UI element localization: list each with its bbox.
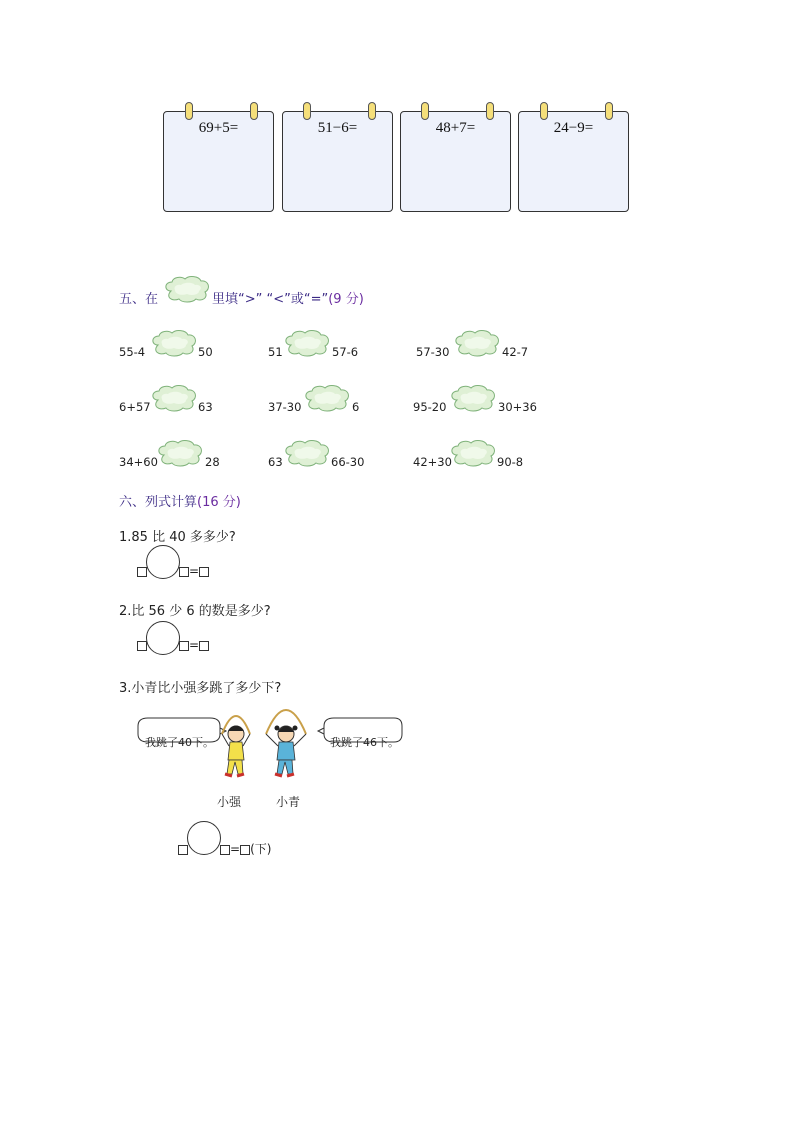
answer-box[interactable] <box>178 845 188 855</box>
operator-circle[interactable] <box>187 821 221 855</box>
child-name-right: 小青 <box>276 795 301 809</box>
card-expression: 48+7= <box>435 120 476 136</box>
section-6-title: 六、列式计算(16 分) <box>119 495 241 510</box>
section-5-title: 五、在 <box>119 292 159 307</box>
question-3: 3.小青比小强多跳了多少下? <box>119 681 282 696</box>
compare-left: 57-30 <box>416 345 450 359</box>
answer-box[interactable] <box>240 845 250 855</box>
compare-right: 30+36 <box>498 400 537 414</box>
cloud-input[interactable] <box>449 439 497 467</box>
compare-left: 37-30 <box>268 400 302 414</box>
answer-box[interactable] <box>179 641 189 651</box>
cloud-input[interactable] <box>453 329 501 357</box>
cloud-input[interactable] <box>283 439 331 467</box>
compare-right: 28 <box>205 455 220 469</box>
ring-icon <box>605 102 613 120</box>
cloud-input[interactable] <box>150 329 198 357</box>
operator-circle[interactable] <box>146 545 180 579</box>
card-expression: 51−6= <box>317 120 358 136</box>
calendar-card-3 <box>400 111 511 212</box>
unit-label: (下) <box>250 842 272 856</box>
cloud-input[interactable] <box>449 384 497 412</box>
card-expression: 24−9= <box>553 120 594 136</box>
ring-icon <box>486 102 494 120</box>
cloud-input[interactable] <box>150 384 198 412</box>
cloud-icon <box>163 275 211 303</box>
calendar-card-1 <box>163 111 274 212</box>
compare-left: 51 <box>268 345 283 359</box>
compare-right: 66-30 <box>331 455 365 469</box>
compare-left: 63 <box>268 455 283 469</box>
compare-right: 57-6 <box>332 345 359 359</box>
ring-icon <box>540 102 548 120</box>
cloud-input[interactable] <box>303 384 351 412</box>
compare-right: 42-7 <box>502 345 529 359</box>
compare-right: 50 <box>198 345 213 359</box>
ring-icon <box>250 102 258 120</box>
compare-left: 42+30 <box>413 455 452 469</box>
section-5-instruction: 里填“>” “<”或“=”(9 分) <box>212 292 364 307</box>
ring-icon <box>368 102 376 120</box>
calendar-card-4 <box>518 111 629 212</box>
answer-box[interactable] <box>220 845 230 855</box>
ring-icon <box>185 102 193 120</box>
calendar-card-2 <box>282 111 393 212</box>
compare-left: 34+60 <box>119 455 158 469</box>
speech-bubble-left: 我跳了40下。 <box>145 736 214 749</box>
operator-circle[interactable] <box>146 621 180 655</box>
equals-sign: = <box>189 564 200 578</box>
compare-left: 55-4 <box>119 345 146 359</box>
equals-sign: = <box>189 638 200 652</box>
card-expression: 69+5= <box>198 120 239 136</box>
question-1: 1.85 比 40 多多少? <box>119 530 236 545</box>
compare-left: 95-20 <box>413 400 447 414</box>
compare-left: 6+57 <box>119 400 151 414</box>
equals-sign: = <box>230 842 241 856</box>
answer-box[interactable] <box>137 567 147 577</box>
compare-right: 63 <box>198 400 213 414</box>
ring-icon <box>303 102 311 120</box>
compare-right: 6 <box>352 400 360 414</box>
compare-right: 90-8 <box>497 455 524 469</box>
answer-box[interactable] <box>199 641 209 651</box>
question-2: 2.比 56 少 6 的数是多少? <box>119 604 271 619</box>
answer-box[interactable] <box>199 567 209 577</box>
child-name-left: 小强 <box>217 795 242 809</box>
ring-icon <box>421 102 429 120</box>
answer-box[interactable] <box>179 567 189 577</box>
cloud-input[interactable] <box>156 439 204 467</box>
speech-bubble-right: 我跳了46下。 <box>330 736 399 749</box>
cloud-input[interactable] <box>283 329 331 357</box>
